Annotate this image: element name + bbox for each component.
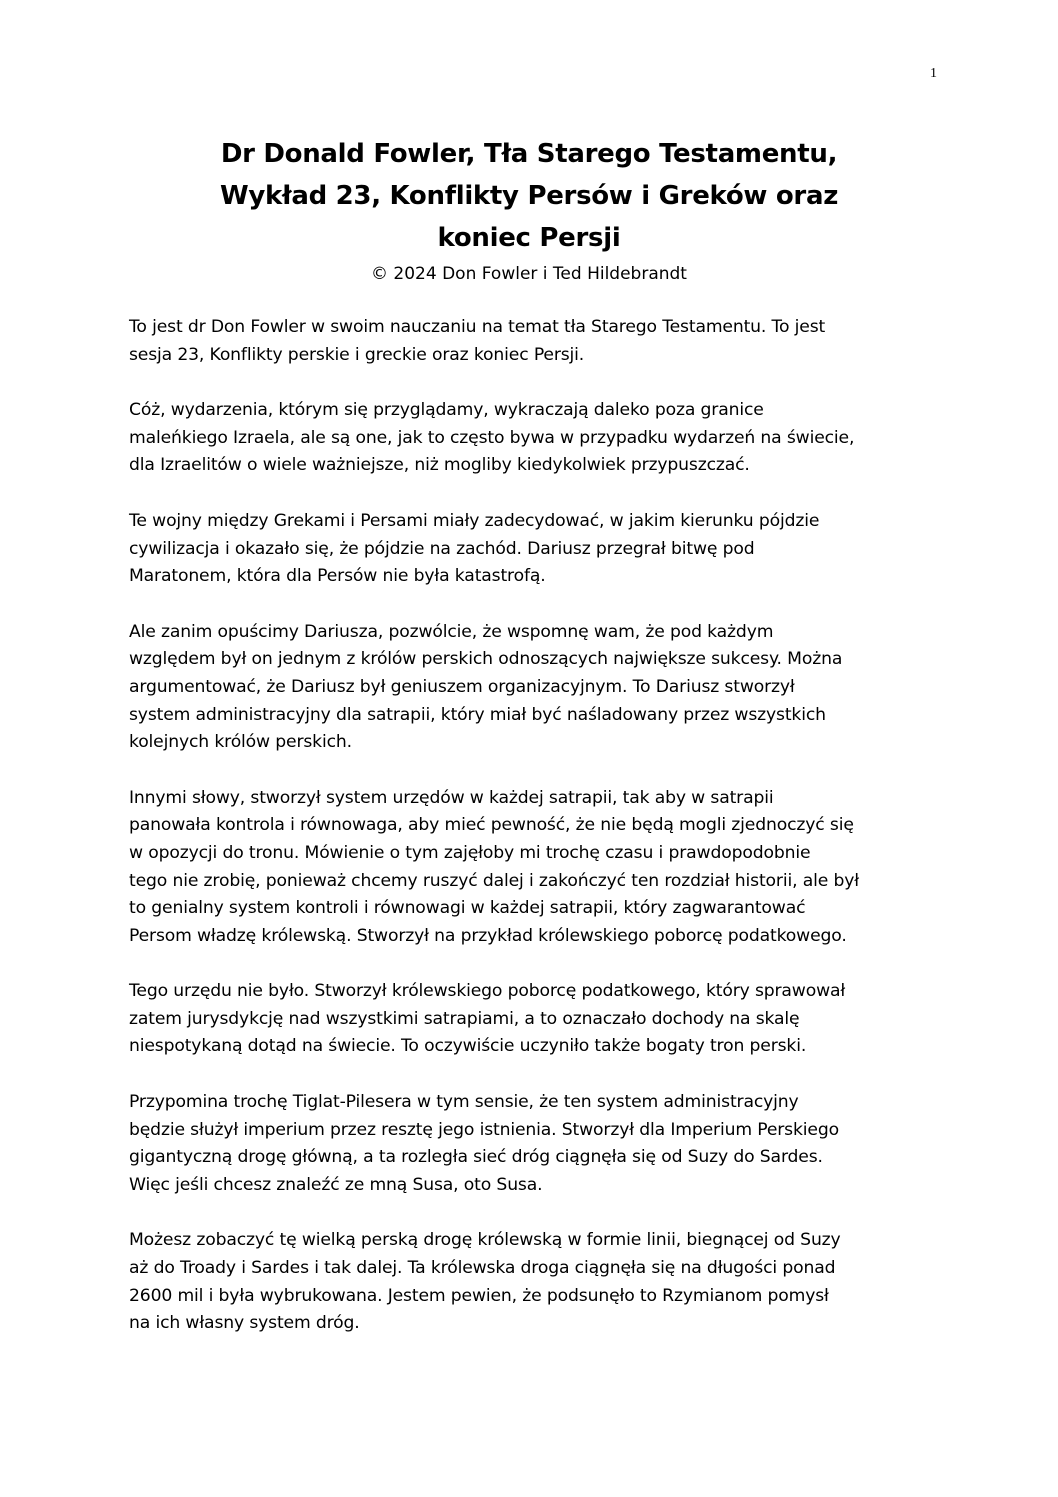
paragraph (129, 785, 929, 951)
document-header (129, 133, 929, 289)
text-line: Przypomina trochę Tiglat-Pilesera w tym sensie, że ten system administracyjny (129, 1092, 799, 1113)
text-line: sesja 23, Konflikty perskie i greckie oraz koniec Persji. (129, 344, 585, 365)
paragraph (129, 1089, 929, 1199)
text-line: argumentować, że Dariusz był geniuszem organizacyjnym. To Dariusz stworzył (129, 676, 795, 697)
text-line: Maratonem, która dla Persów nie była katastrofą. (129, 566, 546, 587)
document-title-line-3: koniec Persji (437, 223, 621, 253)
text-line: Innymi słowy, stworzył system urzędów w każdej satrapii, tak aby w satrapii (129, 787, 774, 808)
text-line: zatem jurysdykcję nad wszystkimi satrapiami, a to oznaczało dochody na skalę (129, 1008, 800, 1029)
copyright-notice: © 2024 Don Fowler i Ted Hildebrandt (371, 264, 687, 284)
text-line: system administracyjny dla satrapii, który miał być naśladowany przez wszystkich (129, 704, 826, 725)
text-line: Więc jeśli chcesz znaleźć ze mną Susa, oto Susa. (129, 1174, 543, 1195)
paragraph (129, 1227, 929, 1337)
text-line: Cóż, wydarzenia, którym się przyglądamy, wykraczają daleko poza granice (129, 400, 764, 421)
text-line: Ale zanim opuścimy Dariusza, pozwólcie, że wspomnę wam, że pod każdym (129, 621, 774, 642)
text-line: Możesz zobaczyć tę wielką perską drogę królewską w formie linii, biegnącej od Suzy (129, 1230, 841, 1251)
text-line: dla Izraelitów o wiele ważniejsze, niż mogliby kiedykolwiek przypuszczać. (129, 455, 750, 476)
document-title-line-2: Wykład 23, Konflikty Persów i Greków oraz (219, 181, 839, 211)
text-line: na ich własny system dróg. (129, 1313, 360, 1334)
paragraph (129, 978, 929, 1061)
text-line: To jest dr Don Fowler w swoim nauczaniu na temat tła Starego Testamentu. To jest (129, 317, 826, 337)
text-line: aż do Troady i Sardes i tak dalej. Ta królewska droga ciągnęła się na długości ponad (129, 1258, 836, 1279)
text-line: Tego urzędu nie było. Stworzył królewskiego poborcę podatkowego, który sprawował (129, 981, 846, 1002)
text-line: będzie służył imperium przez resztę jego istnienia. Stworzył dla Imperium Perskiego (129, 1119, 839, 1140)
text-line: gigantyczną drogę główną, a ta rozległa sieć dróg ciągnęła się od Suzy do Sardes. (129, 1147, 823, 1168)
text-line: 2600 mil i była wybrukowana. Jestem pewien, że podsunęło to Rzymianom pomysł (129, 1285, 829, 1306)
paragraph-intro (129, 314, 929, 369)
text-line: Te wojny między Grekami i Persami miały zadecydować, w jakim kierunku pójdzie (129, 510, 820, 531)
text-line: Persom władzę królewską. Stworzył na przykład królewskiego poborcę podatkowego. (129, 925, 847, 946)
text-line: panowała kontrola i równowaga, aby mieć pewność, że nie będą mogli zjednoczyć się (129, 815, 854, 836)
document-body (129, 314, 929, 1366)
text-line: cywilizacja i okazało się, że pójdzie na zachód. Dariusz przegrał bitwę pod (129, 538, 755, 559)
text-line: to genialny system kontroli i równowagi w każdej satrapii, który zagwarantować (129, 898, 806, 919)
text-line: maleńkiego Izraela, ale są one, jak to często bywa w przypadku wydarzeń na świecie, (129, 427, 855, 448)
text-line: niespotykaną dotąd na świecie. To oczywiście uczyniło także bogaty tron perski. (129, 1036, 807, 1057)
paragraph (129, 619, 929, 757)
text-line: względem był on jednym z królów perskich odnoszących największe sukcesy. Można (129, 649, 843, 670)
text-line: w opozycji do tronu. Mówienie o tym zajęłoby mi trochę czasu i prawdopodobnie (129, 842, 811, 863)
paragraph (129, 397, 929, 480)
paragraph (129, 508, 929, 591)
text-line: tego nie zrobię, ponieważ chcemy ruszyć dalej i zakończyć ten rozdział historii, ale był (129, 870, 859, 891)
text-line: kolejnych królów perskich. (129, 732, 352, 753)
document-title-line-1: Dr Donald Fowler, Tła Starego Testamentu, (220, 139, 838, 169)
page-number: 1 (930, 66, 937, 81)
